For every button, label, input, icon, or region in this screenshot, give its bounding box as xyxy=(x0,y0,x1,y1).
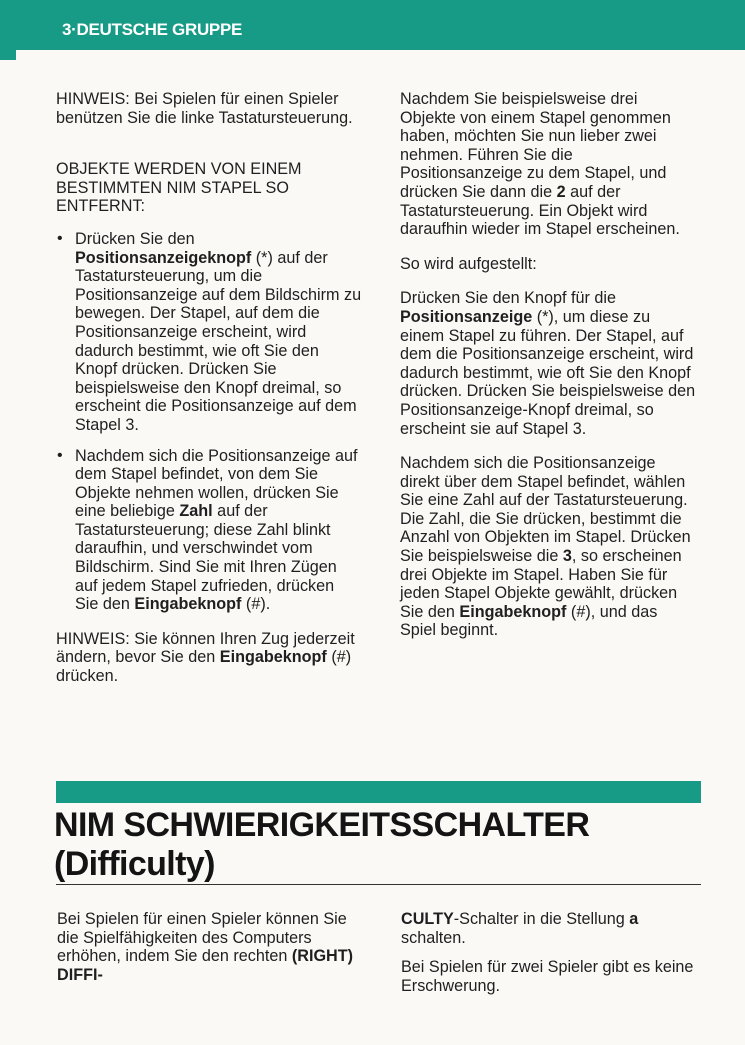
paragraph: Bei Spielen für zwei Spieler gibt es keine Erschwerung. xyxy=(401,958,694,995)
text-run: (*) auf der Tastatursteuerung, um die Positionsanzeige auf dem Bildschirm zu bewegen. Der Stapel, auf dem die Positionsanzeige erscheint, wird dadurch bestimmt, wie oft Sie den Knopf drücken. Drücken Sie beispielsweise den Knopf dreimal, so erscheint die Positionsanzeige auf dem Stapel 3. xyxy=(75,248,362,434)
bold-term: 3 xyxy=(562,547,572,566)
text-run: auf der Tastatursteuerung; diese Zahl blinkt daraufhin, und verschwindet vom Bildschirm. Sind Sie mit Ihren Zügen auf jedem Stapel zufrieden, drücken Sie den xyxy=(75,502,337,614)
list-item xyxy=(56,447,362,614)
bold-term: Eingabeknopf xyxy=(459,602,567,621)
paragraph xyxy=(401,910,701,947)
list-item xyxy=(56,230,362,435)
right-column xyxy=(400,90,696,656)
bold-term: DIFFI- xyxy=(57,965,103,984)
text-run: Drücken Sie den xyxy=(75,229,195,248)
section-title-line-1: NIM SCHWIERIGKEITSSCHALTER xyxy=(54,806,590,844)
text-run: (#), und das Spiel beginnt. xyxy=(400,602,658,640)
bold-term: CULTY xyxy=(401,910,454,928)
text-run: -Schalter in die Stellung xyxy=(453,910,630,928)
note-label: HINWEIS: xyxy=(56,90,130,108)
bold-term: Zahl xyxy=(179,502,213,521)
text-run: schalten. xyxy=(401,928,466,947)
paragraph xyxy=(400,454,696,640)
text-run: , so erscheinen drei Objekte im Stapel. Haben Sie für jeden Stapel Objekte gewählt, drücken Sie den xyxy=(400,547,682,621)
note-hinweis-2 xyxy=(56,630,362,686)
section-accent-bar xyxy=(56,781,701,803)
bold-term: (RIGHT) xyxy=(291,947,354,966)
bold-term: a xyxy=(629,910,639,928)
bold-term: Positionsanzeige xyxy=(400,307,533,326)
section-divider xyxy=(56,884,701,885)
paragraph xyxy=(400,90,696,239)
text-run: (#). xyxy=(241,595,271,614)
note-text: Bei Spielen für einen Spieler benützen Sie die linke Tastatursteuerung. xyxy=(56,90,353,127)
page-header-title: 3·DEUTSCHE GRUPPE xyxy=(62,20,243,39)
text-run: Nachdem sich die Positionsanzeige auf dem Stapel befindet, von dem Sie Objekte nehmen wollen, drücken Sie eine beliebige xyxy=(75,446,358,521)
text-run: auf der Tastatursteuerung. Ein Objekt wird daraufhin wieder im Stapel erscheinen. xyxy=(400,182,680,239)
text-run: Sie können Ihren Zug jederzeit ändern, bevor Sie den xyxy=(56,629,355,667)
bold-term: Eingabeknopf xyxy=(219,648,327,667)
section-title-line-2: (Difficulty) xyxy=(54,845,215,883)
section-subheading: OBJEKTE WERDEN VON EINEM BESTIMMTEN NIM STAPEL SO ENTFERNT: xyxy=(56,160,302,216)
paragraph xyxy=(400,289,696,438)
bold-term: Eingabeknopf xyxy=(134,595,242,614)
text-run: Drücken Sie den Knopf für die xyxy=(400,289,616,308)
section-title xyxy=(54,806,714,884)
difficulty-left-column xyxy=(57,910,357,1000)
text-run: Nachdem sich die Positionsanzeige direkt über dem Stapel befindet, wählen Sie eine Zahl auf der Tastatursteuerung. Die Zahl, die Sie drücken, bestimmt die Anzahl von Objekten im Stapel. Drücken Sie beispielsweise die xyxy=(400,454,691,566)
text-run: (#) drücken. xyxy=(56,648,352,686)
paragraph: So wird aufgestellt: xyxy=(400,254,537,273)
text-run: (*), um diese zu einem Stapel zu führen. Der Stapel, auf dem die Positionsanzeige erscheint, wird dadurch bestimmt, wie oft Sie den Knopf drücken. Drücken Sie beispielsweise den Positionsanzeige-Knopf dreimal, so erscheint sie auf Stapel 3. xyxy=(400,307,696,438)
left-column xyxy=(56,90,362,702)
paragraph xyxy=(57,910,357,984)
text-run: Nachdem Sie beispielsweise drei Objekte von einem Stapel genommen haben, möchten Sie nun lieber zwei nehmen. Führen Sie die Positionsanzeige zu dem Stapel, und drücken Sie dann die xyxy=(400,90,671,201)
text-run: Bei Spielen für einen Spieler können Sie die Spielfähigkeiten des Computers erhöhen, indem Sie den rechten xyxy=(57,910,347,966)
bold-term: 2 xyxy=(556,182,566,201)
note-hinweis-1 xyxy=(56,90,362,127)
note-label: HINWEIS: xyxy=(56,629,130,648)
bold-term: Positionsanzeigeknopf xyxy=(75,248,252,267)
difficulty-right-column xyxy=(401,910,701,1006)
instruction-list xyxy=(56,230,362,614)
